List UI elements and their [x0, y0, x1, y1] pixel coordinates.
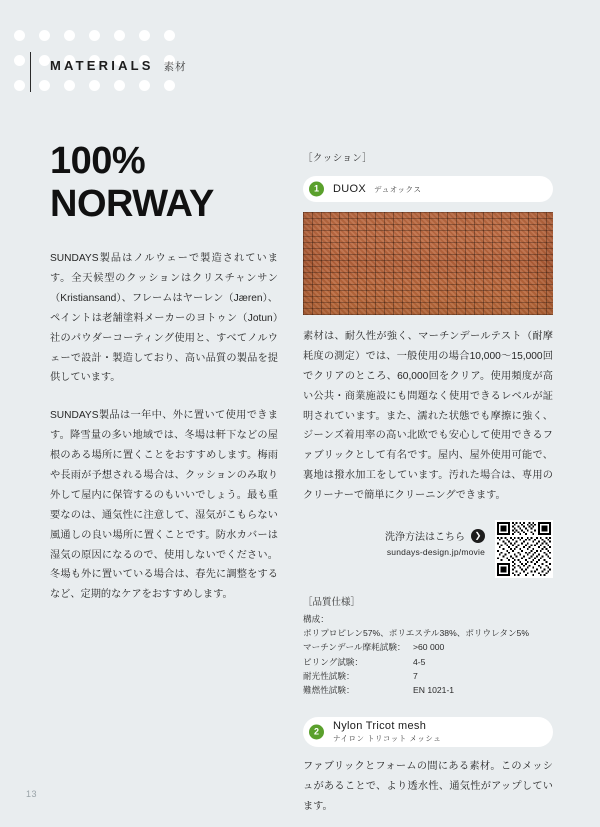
- header-divider-rule: [30, 52, 31, 92]
- table-row: [303, 626, 553, 640]
- right-column: [303, 150, 553, 827]
- table-row: [303, 683, 553, 697]
- item-label-stack: [333, 720, 441, 744]
- item-number-badge: 1: [309, 182, 324, 197]
- spec-value: 4-5: [413, 656, 426, 667]
- item-number-badge: 2: [309, 725, 324, 740]
- spec-key: 耐光性試験：: [303, 670, 355, 681]
- fabric-swatch-image: [303, 212, 553, 315]
- spec-section-title: ［品質仕様］: [303, 597, 361, 609]
- item-name-jp: デュオックス: [373, 185, 422, 194]
- arrow-right-icon: ❯: [471, 529, 485, 543]
- spec-key: 難燃性試験：: [303, 684, 355, 695]
- table-row: [303, 612, 553, 626]
- item-name: Nylon Tricot mesh: [333, 720, 427, 733]
- page-number: 13: [26, 789, 38, 799]
- spec-table: [303, 612, 553, 697]
- table-row: [303, 655, 553, 669]
- qr-text-block: [385, 520, 485, 557]
- headline: [50, 140, 278, 225]
- spec-value: >60 000: [413, 642, 445, 653]
- intro-paragraph-1: SUNDAYS製品はノルウェーで製造されています。全天候型のクッションはクリスチャンサン（Kristiansand）、フレームはヤーレン（Jæren）、ペイントは老舗塗料メーカーのヨトゥン（Jotun）社のパウダーコーティング使用と、すべてノルウェーで設計・製造しており、高い品質の製品を提供しています。: [50, 253, 278, 384]
- material-item-nylon-tricot: [303, 717, 553, 817]
- item-name: DUOX: [333, 183, 366, 195]
- page-title-jp: 素材: [163, 61, 187, 73]
- spec-key: ピリング試験：: [303, 656, 363, 667]
- spec-value: [413, 612, 553, 626]
- material-item-duox: [303, 176, 553, 202]
- section-label-cushion: ［クッション］: [303, 153, 373, 164]
- spec-value: 7: [413, 670, 418, 681]
- headline-line-2: NORWAY: [50, 182, 214, 225]
- qr-label-text: 洗浄方法はこちら: [385, 532, 465, 544]
- duox-description: 素材は、耐久性が強く、マーチンデールテスト（耐摩耗度の測定）では、一般使用の場合10,000〜15,000回でクリアのところ、60,000回をクリア。使用頻度が高い公共・商業施設にも問題なく使用できるレベルが証明されています。また、濡れた状態でも摩擦に強く、ジーンズ着用率の高い北欧でも安心して使用できるファブリックとして有名です。屋内、屋外使用可能で、裏地は撥水加工をしています。汚れた場合は、専用のクリーナーで簡単にクリーニングできます。: [303, 331, 553, 502]
- spec-key: ポリプロピレン57%、ポリエステル38%、ポリウレタン5%: [303, 628, 529, 639]
- intro-paragraph-2: SUNDAYS製品は一年中、外に置いて使用できます。降雪量の多い地域では、冬場は軒下などの屋根のある場所に置くことをおすすめします。梅雨や長雨が予想される場合は、クッションのみ取り外して屋内に保管するのもいいでしょう。最も重要なのは、通気性に注意して、湿気がこもらない風通しの良い場所に置くことです。防水カバーは湿気の原因になるので、使用しないでください。冬場も外に置いている場合は、春先に調整をするなど、定期的なケアをおすすめします。: [50, 410, 278, 601]
- spec-key: 構成：: [303, 614, 329, 625]
- left-column: [50, 140, 278, 623]
- page-title: MATERIALS: [50, 58, 154, 73]
- table-row: [303, 669, 553, 683]
- nylon-description: ファブリックとフォームの間にある素材。このメッシュがあることで、より透水性、通気性がアップしています。: [303, 761, 553, 812]
- item-pill-nylon: [303, 717, 553, 747]
- item-name-jp: ナイロン トリコット メッシュ: [333, 734, 442, 744]
- cleaning-video-block[interactable]: [303, 520, 553, 578]
- table-row: [303, 640, 553, 654]
- spec-key: マーチンデール摩耗試験：: [303, 642, 406, 653]
- spec-value: EN 1021-1: [413, 684, 455, 695]
- qr-url: sundays-design.jp/movie: [386, 547, 485, 558]
- qr-label-row: [385, 528, 485, 543]
- page-header: [30, 58, 187, 74]
- headline-line-1: 100%: [50, 140, 146, 182]
- qr-code[interactable]: [495, 520, 553, 578]
